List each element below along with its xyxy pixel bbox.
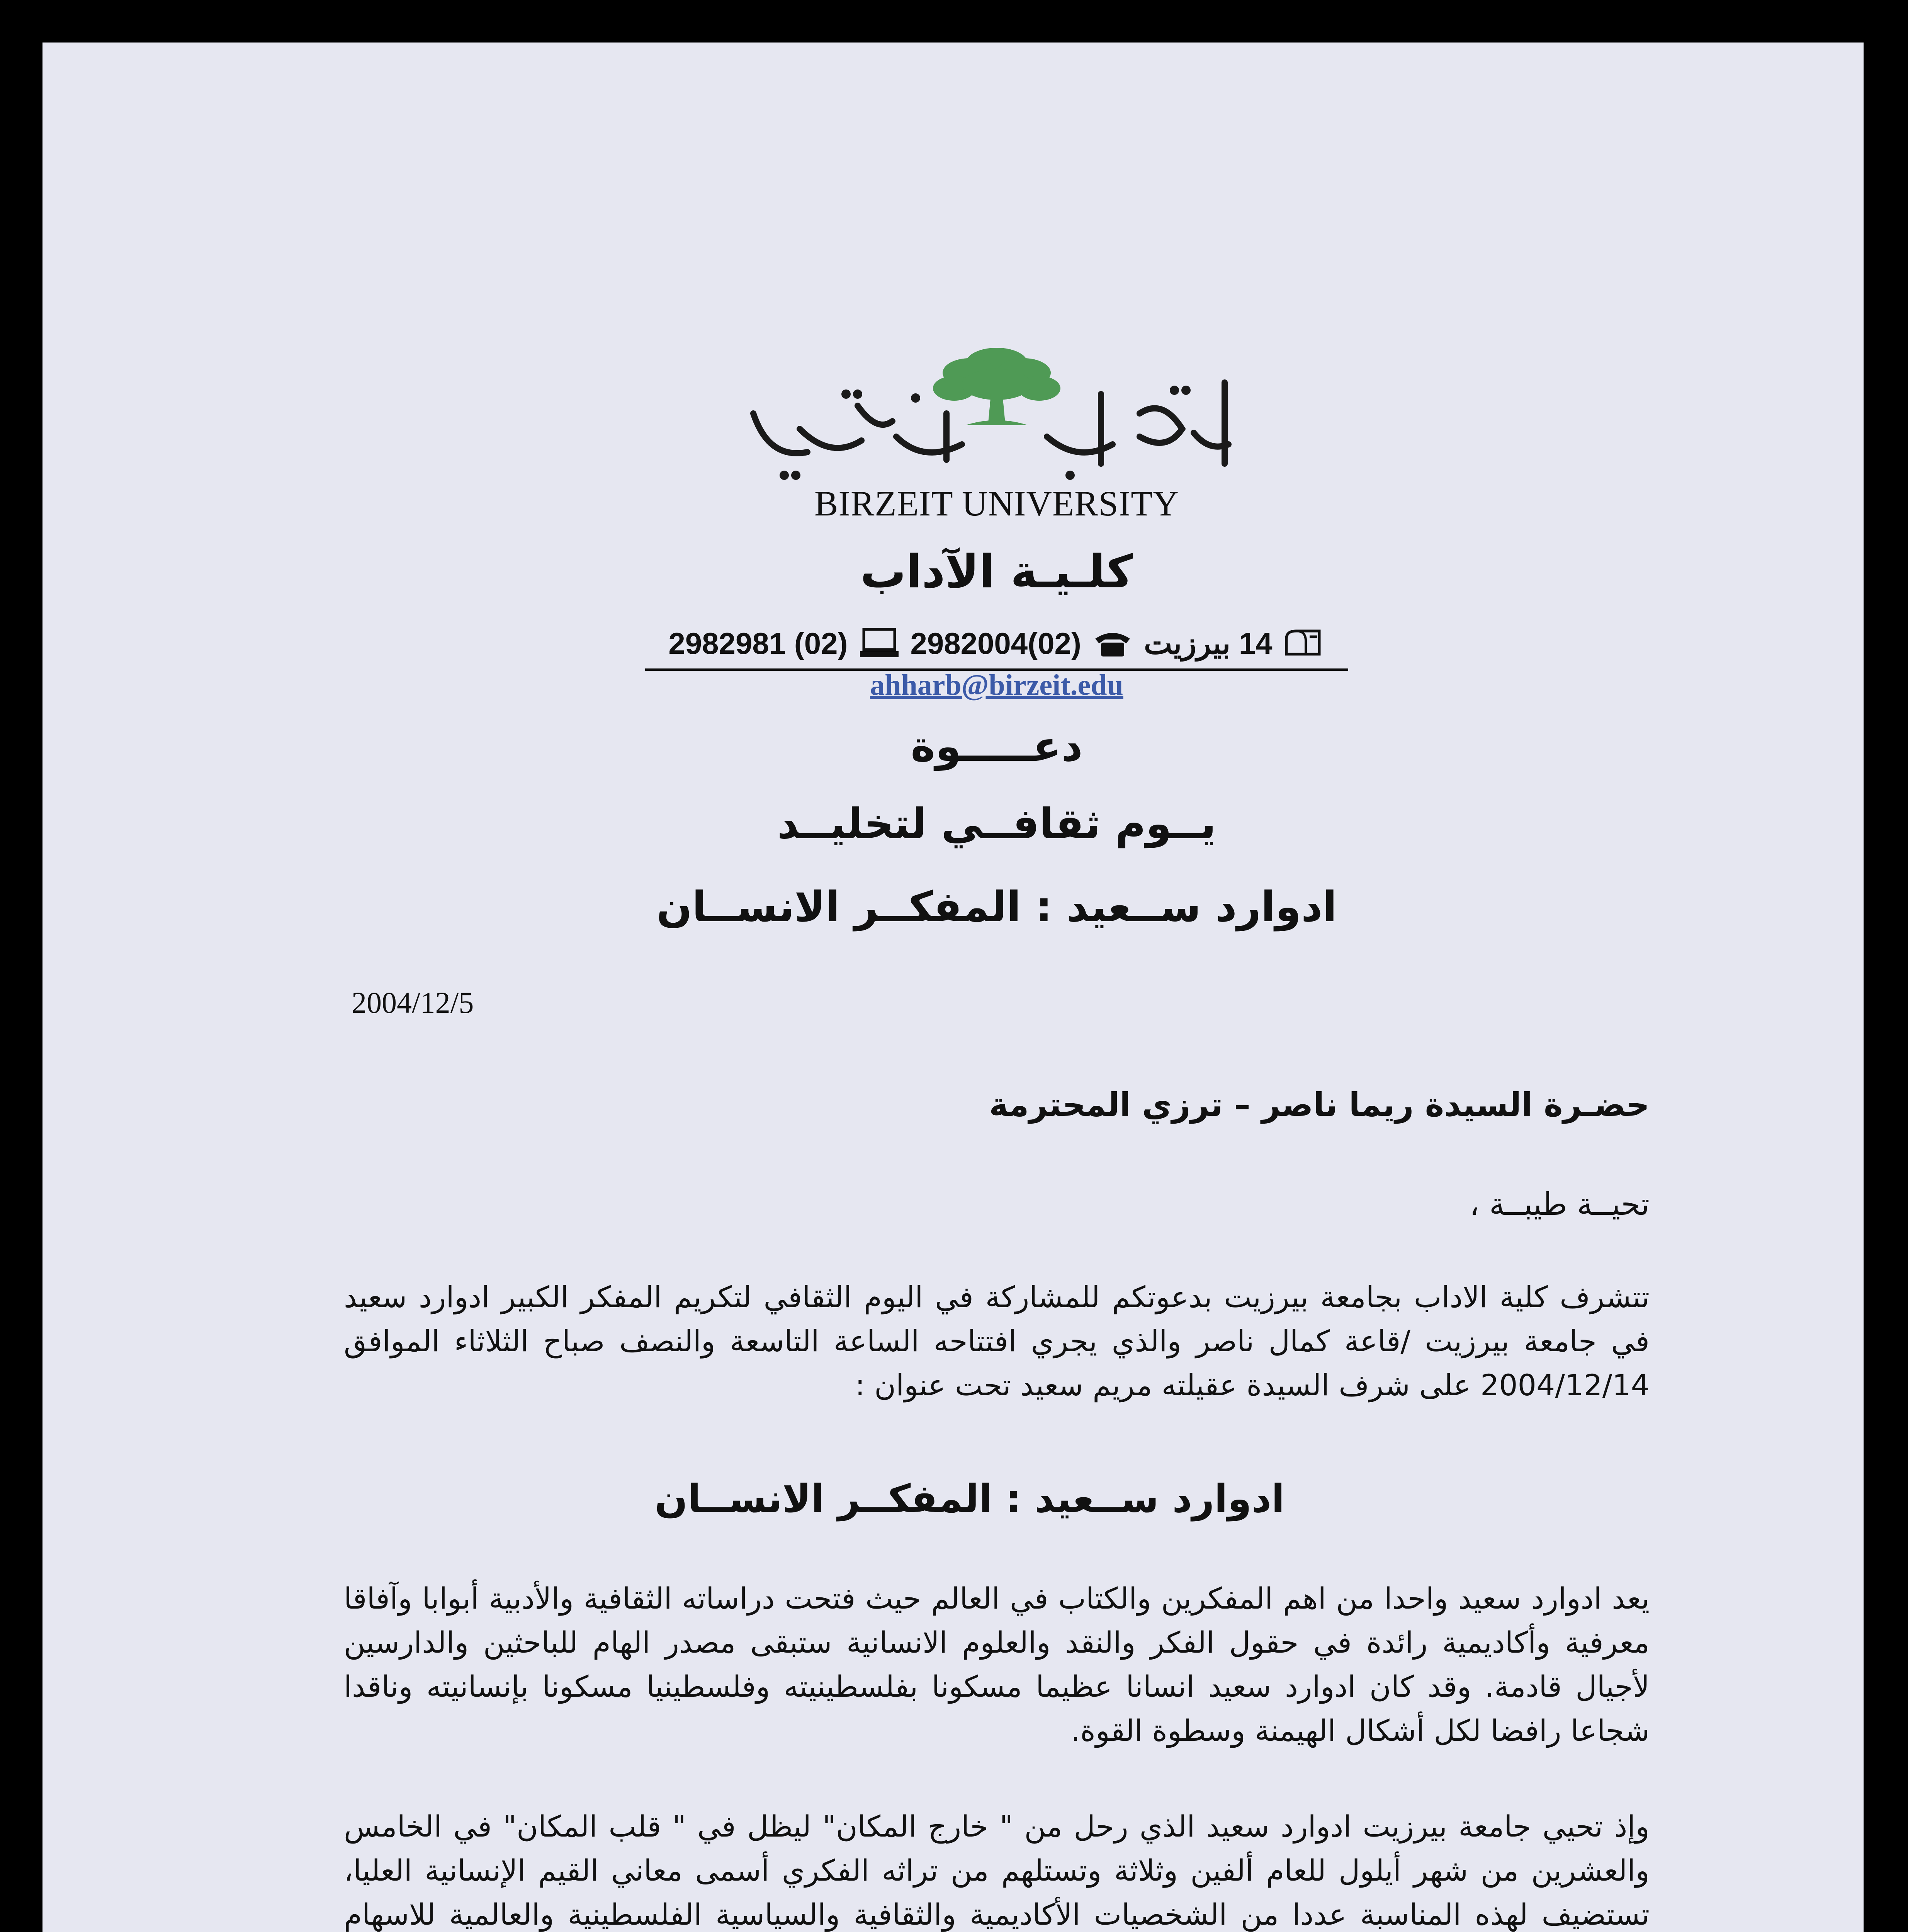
university-name-english: BIRZEIT UNIVERSITY	[814, 484, 1179, 523]
fax-number: (02) 2982981	[668, 626, 848, 660]
paragraph-invitation: تتشرف كلية الاداب بجامعة بيرزيت بدعوتكم للمشاركة في اليوم الثقافي لتكريم المفكر الكبير ادوارد سعيد في جامعة بيرزيت /قاعة كمال ناصر والذي يجري افتتاحه الساعة التاسعة والنصف صباح الثلاثاء الموافق 2004/12/14 على شرف السيدة عقيلته مريم سعيد تحت عنوان :	[344, 1280, 1650, 1402]
email-link[interactable]: ahharb@birzeit.edu	[870, 669, 1123, 701]
event-subject: ادوارد ســعيد : المفكــر الانســان	[656, 883, 1337, 931]
mailbox-icon	[1283, 627, 1325, 660]
invitation-title: دعـــــوة	[911, 723, 1083, 771]
paragraph-about: يعد ادوارد سعيد واحدا من اهم المفكرين والكتاب في العالم حيث فتحت دراساته الثقافية والأدبية أبوابا وآفاقا معرفية وأكاديمية رائدة في حقول الفكر والنقد والعلوم الانسانية ستبقى مصدر الهام للباحثين والدارسين لأجيال قادمة. وقد كان ادوارد سعيد انسانا عظيما مسكونا بفلسطينيته وفلسطينيا مسكونا بإنسانيته وناقدا شجاعا رافضا لكل أشكال الهيمنة وسطوة القوة.	[344, 1581, 1650, 1748]
olive-tree-logo-icon	[730, 336, 1263, 491]
phone-number: (02)2982004	[910, 626, 1081, 660]
subject-heading: ادوارد ســعيد : المفكــر الانســان	[654, 1476, 1285, 1521]
telephone-icon	[1091, 627, 1134, 660]
faculty-name: كلـيـة الآداب	[860, 545, 1133, 598]
letter-page	[42, 43, 1864, 1932]
university-logo	[730, 336, 1263, 491]
paragraph-tribute: وإذ تحيي جامعة بيرزيت ادوارد سعيد الذي رحل من " خارج المكان" ليظل في " قلب المكان" في الخامس والعشرين من شهر أيلول للعام ألفين وثلاثة وتستلهم من تراثه الفكري أسمى معاني القيم الإنسانية العليا، تستضيف لهذه المناسبة عددا من الشخصيات الأكاديمية والثقافية والسياسية الفلسطينية والعالمية للاسهام	[344, 1809, 1650, 1932]
greeting: تحيــة طيبــة ،	[1469, 1186, 1650, 1222]
addressee: حضـرة السيدة ريما ناصر – ترزي المحترمة	[989, 1086, 1650, 1124]
po-box: 14 بيرزيت	[1143, 626, 1273, 660]
event-title: يــوم ثقافــي لتخليــد	[777, 800, 1216, 848]
computer-icon	[858, 627, 900, 660]
letter-date: 2004/12/5	[352, 986, 474, 1019]
contact-line	[645, 618, 1348, 671]
